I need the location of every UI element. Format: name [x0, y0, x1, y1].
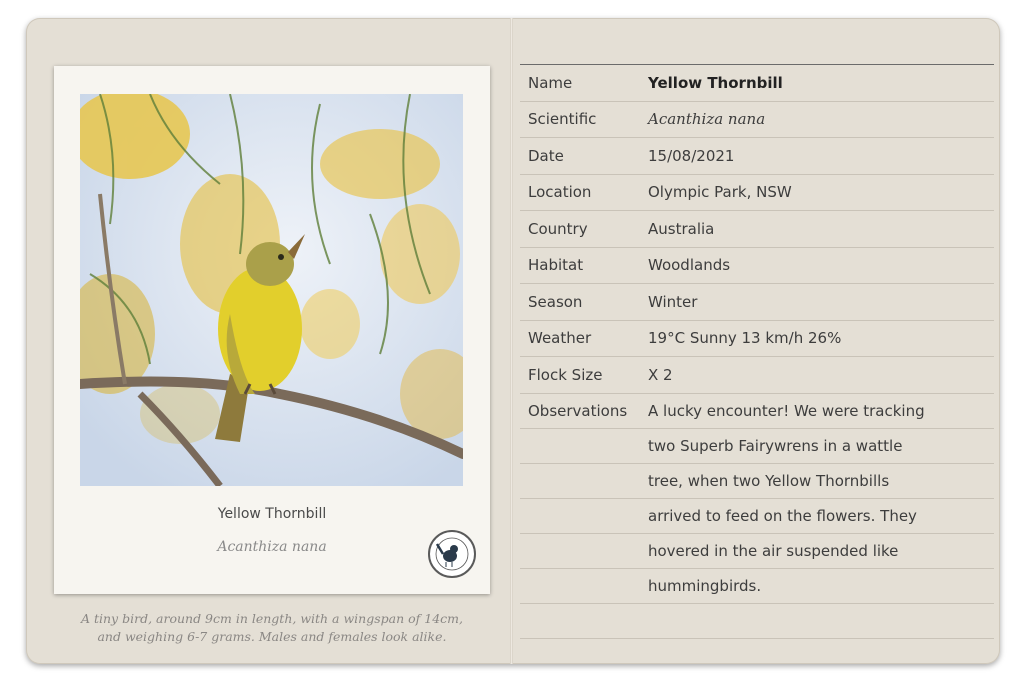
observation-line: arrived to feed on the flowers. They: [648, 506, 917, 525]
row-observations-cont: [520, 429, 994, 464]
observation-line: A lucky encounter! We were tracking: [648, 401, 925, 420]
label-scientific: Scientific: [528, 110, 597, 129]
row-habitat: [520, 248, 994, 285]
row-empty: [520, 604, 994, 639]
label-weather: Weather: [528, 329, 592, 348]
label-location: Location: [528, 183, 592, 202]
label-name: Name: [528, 73, 573, 92]
value-name: Yellow Thornbill: [648, 73, 783, 92]
value-flock-size: X 2: [648, 365, 673, 384]
label-habitat: Habitat: [528, 256, 584, 275]
yellow-thornbill-image: [80, 94, 463, 486]
card-scientific-name: Acanthiza nana: [217, 539, 327, 555]
observation-line: two Superb Fairywrens in a wattle: [648, 436, 903, 455]
row-observations: [520, 394, 994, 429]
page-spine: [510, 18, 513, 664]
photo-card: [54, 66, 490, 594]
row-observations-cont: [520, 569, 994, 604]
value-season: Winter: [648, 292, 698, 311]
label-flock-size: Flock Size: [528, 365, 603, 384]
value-country: Australia: [648, 219, 715, 238]
row-location: [520, 175, 994, 212]
row-weather: [520, 321, 994, 358]
row-name: [520, 65, 994, 102]
caption-line-1: A tiny bird, around 9cm in length, with a wingspan of 14cm,: [80, 611, 463, 626]
row-observations-cont: [520, 534, 994, 569]
value-location: Olympic Park, NSW: [648, 183, 792, 202]
row-season: [520, 284, 994, 321]
observation-line: tree, when two Yellow Thornbills: [648, 471, 890, 490]
card-bird-name: Yellow Thornbill: [217, 506, 327, 522]
label-season: Season: [528, 292, 583, 311]
value-habitat: Woodlands: [648, 256, 731, 275]
row-country: [520, 211, 994, 248]
bird-photo: [80, 94, 463, 486]
label-date: Date: [528, 146, 564, 165]
row-date: [520, 138, 994, 175]
value-weather: 19°C Sunny 13 km/h 26%: [648, 329, 842, 348]
observation-line: hovered in the air suspended like: [648, 541, 899, 560]
fairywren-logo-icon: [428, 530, 476, 578]
value-date: 15/08/2021: [648, 146, 735, 165]
observation-line: hummingbirds.: [648, 576, 762, 595]
label-observations: Observations: [528, 401, 628, 420]
sighting-details-table: [520, 64, 994, 639]
species-caption: [54, 610, 490, 646]
row-observations-cont: [520, 464, 994, 499]
label-country: Country: [528, 219, 588, 238]
caption-line-2: and weighing 6-7 grams. Males and females look alike.: [97, 629, 447, 644]
value-scientific: Acanthiza nana: [648, 110, 766, 129]
row-scientific: [520, 102, 994, 139]
row-flock-size: [520, 357, 994, 394]
row-observations-cont: [520, 499, 994, 534]
journal-page: [26, 18, 1000, 664]
